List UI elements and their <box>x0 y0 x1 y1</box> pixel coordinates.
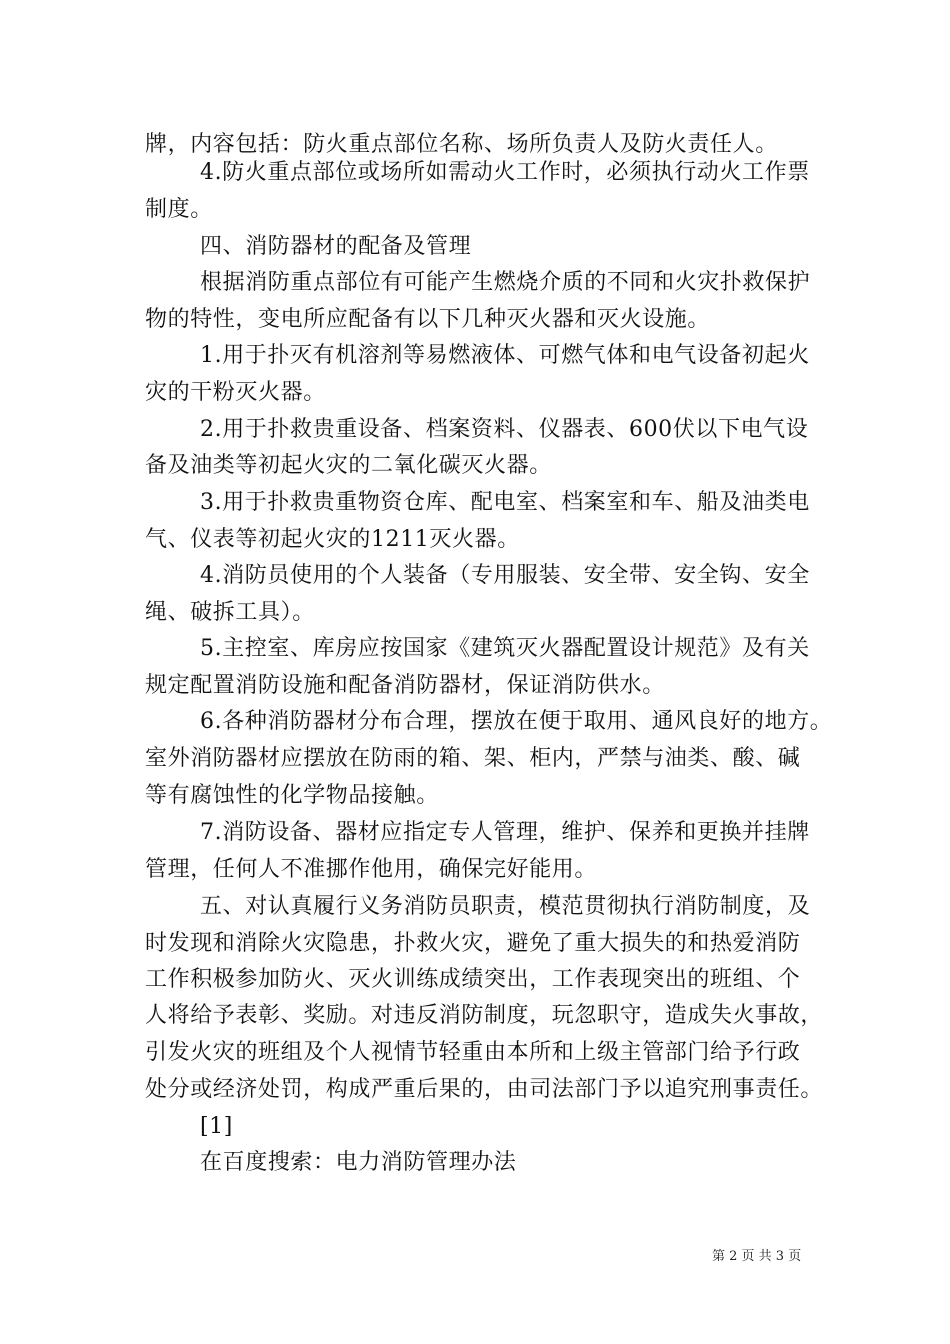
text-line: 4.防火重点部位或场所如需动火工作时，必须执行动火工作票 <box>200 160 810 185</box>
text-line: 2.用于扑救贵重设备、档案资料、仪器表、600伏以下电气设 <box>200 417 809 442</box>
text-line: 物的特性，变电所应配备有以下几种灭火器和灭火设施。 <box>145 307 711 332</box>
text-line: 引发火灾的班组及个人视情节轻重由本所和上级主管部门给予行政 <box>145 1040 801 1065</box>
text-line: 根据消防重点部位有可能产生燃烧介质的不同和火灾扑救保护 <box>200 270 811 295</box>
reference-marker: [1] <box>200 1114 233 1139</box>
text-line: 6.各种消防器材分布合理，摆放在便于取用、通风良好的地方。 <box>200 709 833 734</box>
section-heading: 四、消防器材的配备及管理 <box>200 234 472 259</box>
text-line: 规定配置消防设施和配备消防器材，保证消防供水。 <box>145 673 665 698</box>
text-line: 工作积极参加防火、灭火训练成绩突出，工作表现突出的班组、个 <box>145 967 801 992</box>
text-line: 处分或经济处罚，构成严重后果的，由司法部门予以追究刑事责任。 <box>145 1077 824 1102</box>
text-line: 牌，内容包括：防火重点部位名称、场所负责人及防火责任人。 <box>145 132 778 157</box>
text-line: 管理，任何人不准挪作他用，确保完好能用。 <box>145 857 598 882</box>
text-line: 时发现和消除火灾隐患，扑救火灾，避免了重大损失的和热爱消防 <box>145 931 801 956</box>
text-line: 室外消防器材应摆放在防雨的箱、架、柜内，严禁与油类、酸、碱 <box>145 746 801 771</box>
text-line: 气、仪表等初起火灾的1211灭火器。 <box>145 527 520 552</box>
text-line: 备及油类等初起火灾的二氧化碳灭火器。 <box>145 453 552 478</box>
text-line: 灾的干粉灭火器。 <box>145 380 326 405</box>
text-line: 1.用于扑灭有机溶剂等易燃液体、可燃气体和电气设备初起火 <box>200 343 810 368</box>
text-line: 制度。 <box>145 197 213 222</box>
text-line: 五、对认真履行义务消防员职责，模范贯彻执行消防制度，及 <box>200 894 811 919</box>
text-line: 4.消防员使用的个人装备（专用服装、安全带、安全钩、安全 <box>200 563 810 588</box>
search-hint-line: 在百度搜索：电力消防管理办法 <box>200 1150 517 1175</box>
text-line: 5.主控室、库房应按国家《建筑灭火器配置设计规范》及有关 <box>200 636 810 661</box>
page-number: 第 2 页 共 3 页 <box>712 1249 802 1264</box>
text-line: 7.消防设备、器材应指定专人管理，维护、保养和更换并挂牌 <box>200 820 810 845</box>
text-line: 3.用于扑救贵重物资仓库、配电室、档案室和车、船及油类电 <box>200 490 810 515</box>
text-line: 等有腐蚀性的化学物品接触。 <box>145 783 439 808</box>
text-line: 绳、破拆工具）。 <box>145 600 315 625</box>
text-line: 人将给予表彰、奖励。对违反消防制度，玩忽职守，造成失火事故， <box>145 1003 824 1028</box>
